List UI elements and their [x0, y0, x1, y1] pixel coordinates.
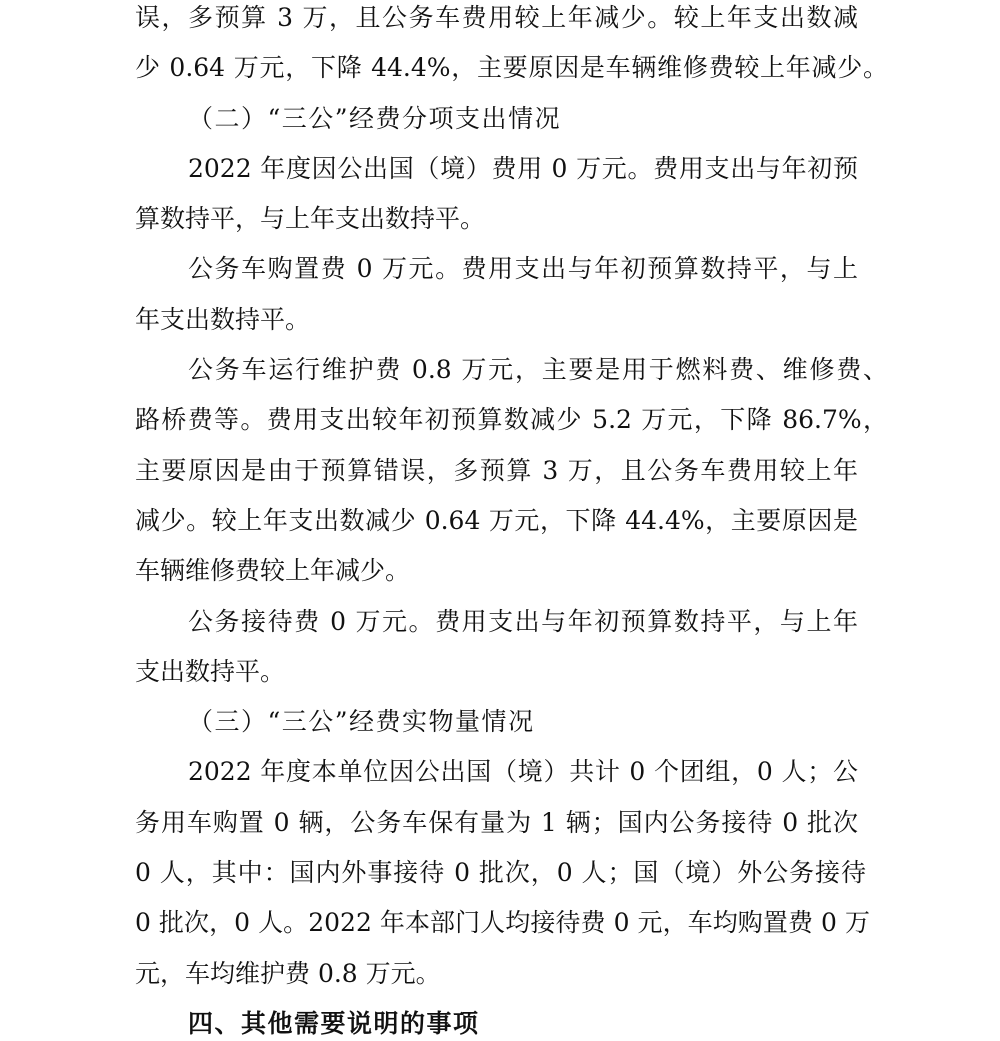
- body-text-line: 减少。较上年支出数减少 0.64 万元，下降 44.4%，主要原因是: [135, 505, 858, 535]
- body-text-line: 2022 年度本单位因公出国（境）共计 0 个团组，0 人；公: [188, 757, 858, 787]
- body-text-line: 年支出数持平。: [135, 304, 311, 334]
- body-text-line: 路桥费等。费用支出较年初预算数减少 5.2 万元，下降 86.7%，: [135, 405, 888, 435]
- body-text-line: 支出数持平。: [135, 656, 286, 686]
- body-text-line: 车辆维修费较上年减少。: [135, 556, 411, 586]
- body-text-line: 元，车均维护费 0.8 万元。: [135, 958, 441, 988]
- body-text-line: 务用车购置 0 辆，公务车保有量为 1 辆；国内公务接待 0 批次: [135, 807, 858, 837]
- body-text-line: 公务车运行维护费 0.8 万元，主要是用于燃料费、维修费、: [188, 355, 888, 385]
- body-text-line: 0 人，其中：国内外事接待 0 批次，0 人；国（境）外公务接待: [135, 858, 866, 888]
- body-text-line: 公务接待费 0 万元。费用支出与年初预算数持平，与上年: [188, 606, 858, 636]
- body-text-line: 0 批次，0 人。2022 年本部门人均接待费 0 元，车均购置费 0 万: [135, 908, 870, 938]
- section-heading: 四、其他需要说明的事项: [188, 1008, 480, 1038]
- subsection-heading: （三）“三公”经费实物量情况: [188, 707, 535, 737]
- body-text-line: 公务车购置费 0 万元。费用支出与年初预算数持平，与上: [188, 254, 858, 284]
- document-body: [135, 1, 888, 1041]
- body-text-line: 2022 年度因公出国（境）费用 0 万元。费用支出与年初预: [188, 153, 858, 183]
- body-text-line: 误，多预算 3 万，且公务车费用较上年减少。较上年支出数减: [135, 3, 858, 32]
- body-text-line: 少 0.64 万元，下降 44.4%，主要原因是车辆维修费较上年减少。: [135, 53, 888, 83]
- body-text-line: 主要原因是由于预算错误，多预算 3 万，且公务车费用较上年: [135, 455, 858, 485]
- body-text-line: 算数持平，与上年支出数持平。: [135, 204, 486, 234]
- subsection-heading: （二）“三公”经费分项支出情况: [188, 103, 562, 133]
